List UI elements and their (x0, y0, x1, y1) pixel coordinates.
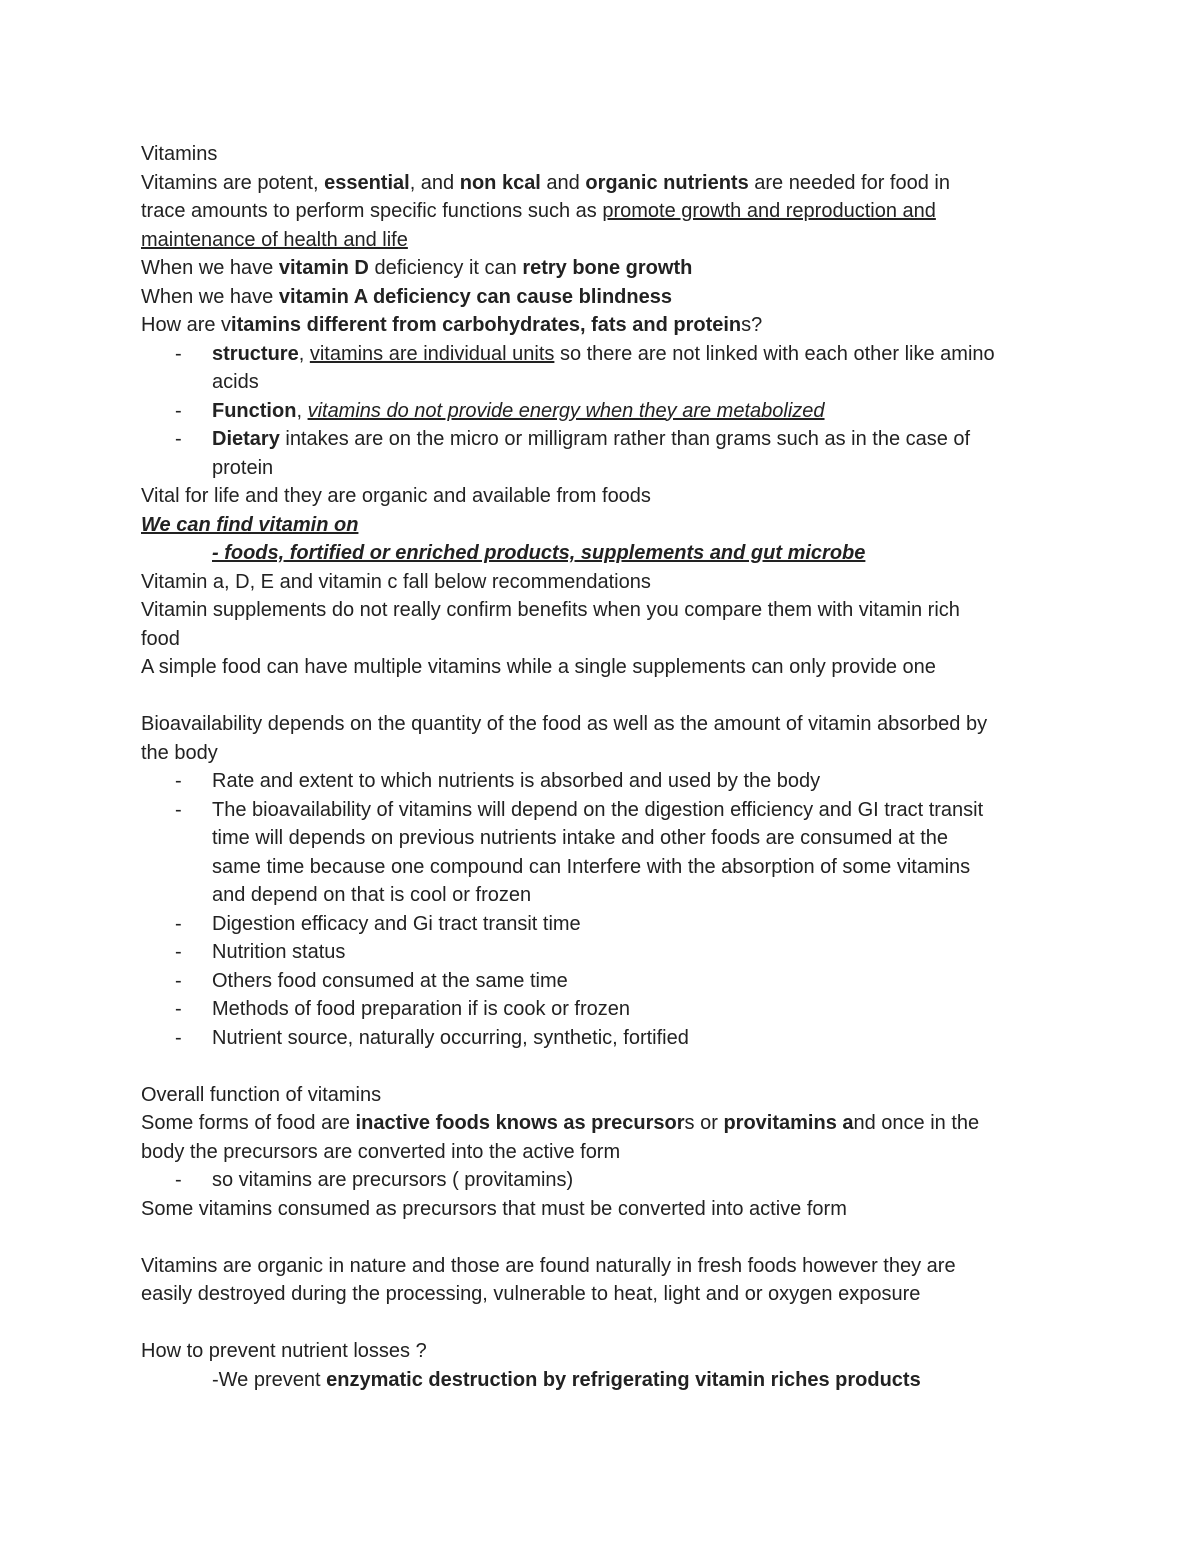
list-item (141, 340, 1071, 397)
how-different-line (141, 311, 1071, 340)
text: same time because one compound can Interfere with the absorption of some vitamins (212, 855, 971, 878)
dash-bullet: - (175, 342, 182, 365)
vital-line: Vital for life and they are organic and available from foods (141, 485, 651, 507)
text: Rate and extent to which nutrients is absorbed and used by the body (212, 770, 821, 792)
find-heading: We can find vitamin on (141, 513, 359, 536)
text: so there are not linked with each other like amino (554, 342, 995, 365)
text: so vitamins are precursors ( provitamins) (212, 1169, 574, 1191)
underlined-text: promote growth and reproduction and (602, 200, 936, 222)
bold-term: provitamins a (723, 1112, 854, 1134)
list-item (141, 397, 1071, 426)
text: When we have (141, 285, 279, 308)
prevent-question: How to prevent nutrient losses ? (141, 1340, 427, 1362)
text: Others food consumed at the same time (212, 969, 568, 992)
text: are needed for food in (748, 171, 950, 194)
dash-bullet: - (175, 798, 182, 821)
dash-bullet: - (175, 1169, 182, 1191)
organic-line-1: Vitamins are organic in nature and those are found naturally in fresh foods however they are (141, 1254, 956, 1277)
text: Vitamins are potent, (141, 171, 325, 194)
overall-heading: Overall function of vitamins (141, 1083, 382, 1106)
dash-bullet: - (175, 941, 182, 963)
list-item (141, 995, 1071, 1024)
text: , (296, 399, 308, 422)
text: Methods of food preparation if is cook or frozen (212, 998, 631, 1020)
vitamin-a-line (141, 283, 1071, 312)
list-item (141, 425, 1071, 482)
text: deficiency it can (368, 257, 523, 279)
supplements-line-2: food (141, 627, 180, 650)
intro-line-1 (141, 169, 1071, 198)
list-item (141, 1024, 1071, 1053)
list-item (141, 910, 1071, 939)
bioavailability-line-2: the body (141, 741, 218, 764)
text: s? (741, 314, 763, 336)
bold-term: inactive foods knows as precursor (355, 1112, 685, 1134)
organic-line-2: easily destroyed during the processing, vulnerable to heat, light and or oxygen exposure (141, 1283, 921, 1305)
text: , and (409, 171, 460, 194)
consumed-line: Some vitamins consumed as precursors that must be converted into active form (141, 1197, 847, 1220)
text: acids (212, 371, 259, 393)
bold-term: Dietary (212, 428, 280, 450)
forms-line-2: body the precursors are converted into the active form (141, 1140, 621, 1163)
document-page (141, 140, 1071, 1394)
simple-food-line: A simple food can have multiple vitamins while a single supplements can only provide one (141, 656, 936, 678)
text: -We prevent (212, 1368, 327, 1391)
italic-underlined-text: vitamins do not provide energy when they are metabolized (307, 399, 825, 422)
text: intakes are on the micro or milligram rather than grams such as in the case of (279, 428, 971, 450)
blank-line (141, 682, 1071, 711)
find-sources-line (141, 539, 1071, 568)
dash-bullet: - (175, 770, 182, 792)
text: and (540, 171, 586, 194)
intro-line-3 (141, 226, 1071, 255)
bold-term: essential (324, 171, 410, 194)
text: nd once in the (853, 1112, 980, 1134)
text: The bioavailability of vitamins will depend on the digestion efficiency and GI tract transit (212, 798, 984, 821)
dash-bullet: - (175, 969, 182, 992)
document-title: Vitamins (141, 143, 218, 165)
bold-term: vitamin A deficiency can cause blindness (278, 285, 672, 308)
intro-line-2 (141, 197, 1071, 226)
list-item (141, 767, 1071, 796)
text: When we have (141, 257, 279, 279)
text: How are v (141, 314, 232, 336)
dash-bullet: - (175, 399, 182, 422)
list-item (141, 967, 1071, 996)
text: Some forms of food are (141, 1112, 356, 1134)
dash-bullet: - (175, 428, 182, 450)
dash-bullet: - (175, 912, 182, 935)
list-item (141, 1166, 1071, 1195)
underlined-text: maintenance of health and life (141, 228, 408, 251)
text: protein (212, 456, 274, 479)
vitamin-d-line (141, 254, 1071, 283)
prevent-line (141, 1366, 1071, 1395)
bold-term: non kcal (459, 171, 541, 194)
text: time will depends on previous nutrients intake and other foods are consumed at the (212, 827, 948, 849)
text: s or (684, 1112, 724, 1134)
text: Nutrient source, naturally occurring, synthetic, fortified (212, 1026, 689, 1049)
bold-term: vitamin D (278, 257, 369, 279)
bold-term: structure (212, 342, 299, 365)
dash-bullet: - (175, 1026, 182, 1049)
text: trace amounts to perform specific functions such as (141, 200, 603, 222)
bold-italic-text: - foods, fortified or enriched products, supplements and gut microbe (212, 542, 866, 564)
bold-term: itamins different from carbohydrates, fats and protein (231, 314, 742, 336)
bold-term: retry bone growth (522, 257, 693, 279)
forms-line-1 (141, 1109, 1071, 1138)
blank-line (141, 1223, 1071, 1252)
bold-term: Function (212, 399, 297, 422)
supplements-line-1: Vitamin supplements do not really confirm benefits when you compare them with vitamin rich (141, 599, 960, 621)
list-item (141, 938, 1071, 967)
text: Nutrition status (212, 941, 346, 963)
text: and depend on that is cool or frozen (212, 884, 532, 906)
text: Digestion efficacy and Gi tract transit time (212, 912, 581, 935)
blank-line (141, 1052, 1071, 1081)
bold-term: organic nutrients (585, 171, 749, 194)
bold-term: enzymatic destruction by refrigerating vitamin riches products (326, 1368, 921, 1391)
blank-line (141, 1309, 1071, 1338)
underlined-text: vitamins are individual units (309, 342, 555, 365)
fall-below-line: Vitamin a, D, E and vitamin c fall below recommendations (141, 570, 651, 593)
dash-bullet: - (175, 998, 182, 1020)
list-item (141, 796, 1071, 910)
bioavailability-line-1: Bioavailability depends on the quantity of the food as well as the amount of vitamin absorbed by (141, 713, 988, 735)
text: , (298, 342, 310, 365)
